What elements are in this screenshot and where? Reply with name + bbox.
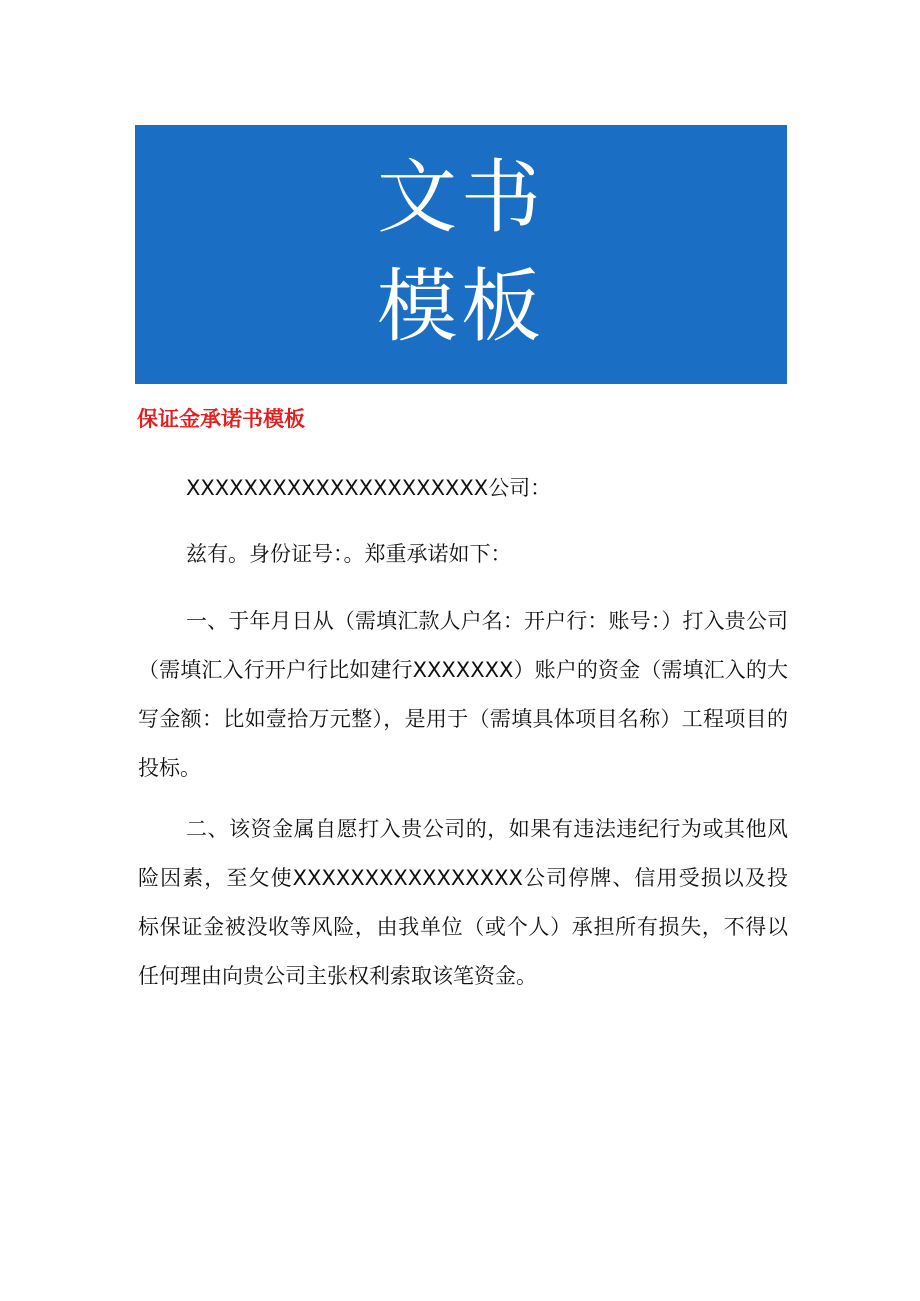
addressee-line: XXXXXXXXXXXXXXXXXXXXX公司： bbox=[186, 476, 552, 500]
clause-2-paragraph: 二、该资金属自愿打入贵公司的，如果有违法违纪行为或其他风险因素，至攵使XXXXXXXXXXXXXXXX公司停牌、信用受损以及投标保证金被没收等风险，由我单位（或个人）承担所有损失，不得以任何理由向贵公司主张权利索取该笔资金。 bbox=[138, 817, 788, 988]
banner-title-line-1: 文书 bbox=[377, 151, 545, 244]
document-title: 保证金承诺书模板 bbox=[137, 407, 305, 431]
clause-1-paragraph: 一、于年月日从（需填汇款人户名：开户行：账号：）打入贵公司（需填汇入行开户行比如建行XXXXXXX）账户的资金（需填汇入的大写金额：比如壹拾万元整），是用于（需填具体项目名称）工程项目的投标。 bbox=[138, 609, 788, 780]
cover-banner bbox=[135, 125, 787, 384]
intro-paragraph: 兹有。身份证号：。郑重承诺如下： bbox=[186, 542, 512, 566]
banner-title-line-2: 模板 bbox=[377, 260, 545, 353]
